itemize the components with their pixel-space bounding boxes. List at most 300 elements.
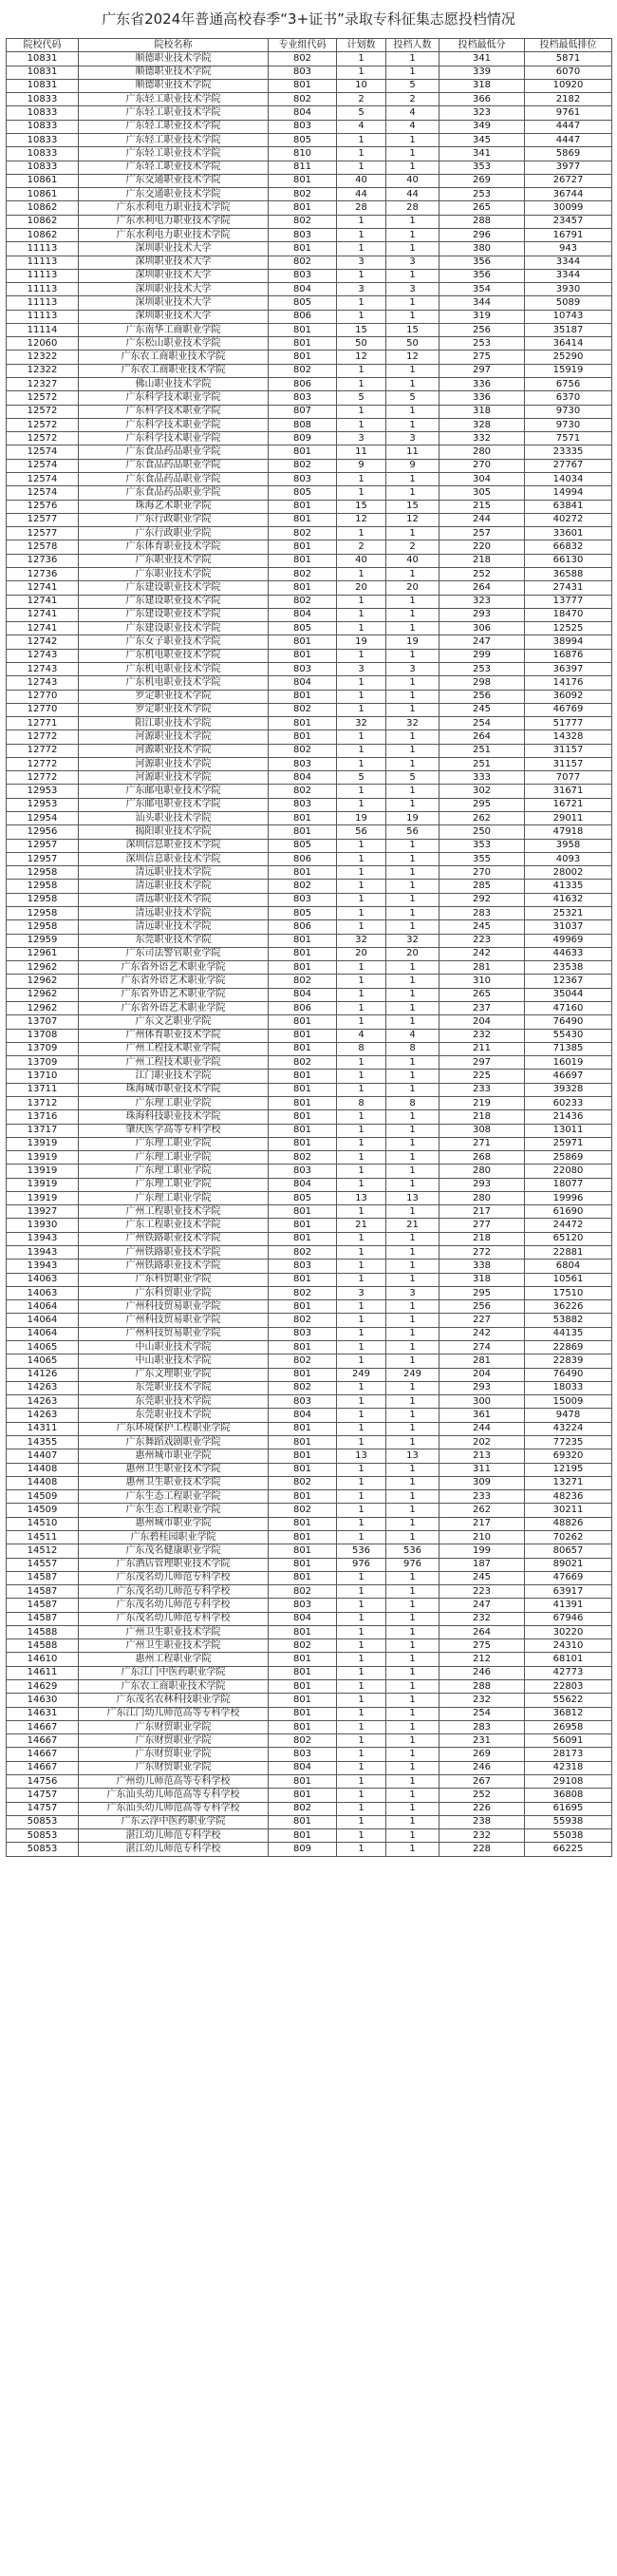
cell-school-name: 罗定职业技术学院 — [79, 690, 269, 703]
cell-min-rank: 7571 — [525, 432, 612, 445]
cell-school-name: 广东酒店管理职业技术学院 — [79, 1558, 269, 1571]
cell-school-code: 10862 — [7, 228, 79, 241]
cell-plan-count: 13 — [337, 1191, 386, 1204]
table-row — [7, 1205, 612, 1219]
table-row — [7, 1599, 612, 1612]
cell-min-score: 332 — [439, 432, 525, 445]
cell-school-name: 湛江幼儿师范专科学校 — [79, 1829, 269, 1843]
cell-min-rank: 89021 — [525, 1558, 612, 1571]
cell-admit-count: 1 — [386, 1354, 439, 1368]
cell-school-name: 湛江幼儿师范专科学校 — [79, 1843, 269, 1856]
cell-min-score: 232 — [439, 1694, 525, 1707]
table-row — [7, 201, 612, 215]
cell-admit-count: 1 — [386, 1666, 439, 1679]
cell-min-score: 218 — [439, 1232, 525, 1245]
cell-group-code: 801 — [269, 554, 337, 567]
cell-admit-count: 1 — [386, 1151, 439, 1165]
cell-school-code: 13919 — [7, 1151, 79, 1165]
table-row — [7, 1314, 612, 1327]
cell-group-code: 805 — [269, 907, 337, 920]
table-row — [7, 1612, 612, 1625]
cell-min-rank: 23457 — [525, 215, 612, 228]
cell-min-score: 212 — [439, 1653, 525, 1666]
cell-school-code: 14063 — [7, 1273, 79, 1286]
cell-admit-count: 1 — [386, 1137, 439, 1150]
cell-min-score: 274 — [439, 1341, 525, 1354]
cell-school-code: 12961 — [7, 947, 79, 960]
cell-min-score: 310 — [439, 975, 525, 988]
cell-school-name: 广东建设职业技术学院 — [79, 608, 269, 621]
cell-min-score: 288 — [439, 215, 525, 228]
cell-min-score: 353 — [439, 161, 525, 174]
cell-min-score: 217 — [439, 1517, 525, 1530]
cell-school-code: 12956 — [7, 825, 79, 839]
table-row — [7, 52, 612, 66]
cell-admit-count: 1 — [386, 405, 439, 418]
cell-plan-count: 1 — [337, 1843, 386, 1856]
cell-admit-count: 1 — [386, 228, 439, 241]
cell-min-rank: 12525 — [525, 622, 612, 635]
table-row — [7, 1083, 612, 1096]
cell-min-score: 204 — [439, 1368, 525, 1381]
cell-plan-count: 1 — [337, 907, 386, 920]
cell-plan-count: 1 — [337, 1124, 386, 1137]
cell-min-rank: 63841 — [525, 500, 612, 513]
cell-group-code: 801 — [269, 500, 337, 513]
cell-school-name: 广东科学技术职业学院 — [79, 418, 269, 431]
cell-school-name: 广东茂名农林科技职业学院 — [79, 1694, 269, 1707]
cell-school-name: 广东财贸职业学院 — [79, 1720, 269, 1733]
cell-group-code: 806 — [269, 920, 337, 934]
cell-min-rank: 31037 — [525, 920, 612, 934]
cell-admit-count: 1 — [386, 1761, 439, 1774]
cell-school-code: 14509 — [7, 1504, 79, 1517]
cell-admit-count: 1 — [386, 242, 439, 256]
cell-school-name: 珠海城市职业技术学院 — [79, 1083, 269, 1096]
cell-school-name: 广东农工商职业技术学院 — [79, 1680, 269, 1694]
table-row — [7, 66, 612, 79]
table-row — [7, 378, 612, 391]
table-row — [7, 1368, 612, 1381]
cell-min-rank: 39328 — [525, 1083, 612, 1096]
cell-school-code: 12957 — [7, 852, 79, 865]
cell-group-code: 803 — [269, 1260, 337, 1273]
cell-plan-count: 1 — [337, 744, 386, 757]
cell-school-name: 广东财贸职业学院 — [79, 1734, 269, 1748]
table-row — [7, 364, 612, 377]
cell-admit-count: 1 — [386, 1178, 439, 1191]
cell-plan-count: 8 — [337, 1096, 386, 1109]
cell-admit-count: 1 — [386, 66, 439, 79]
cell-school-name: 广东茂名幼儿师范专科学校 — [79, 1599, 269, 1612]
cell-min-rank: 23335 — [525, 445, 612, 459]
cell-school-name: 中山职业技术学院 — [79, 1341, 269, 1354]
cell-plan-count: 1 — [337, 1165, 386, 1178]
cell-admit-count: 1 — [386, 1110, 439, 1124]
cell-min-score: 210 — [439, 1530, 525, 1544]
cell-min-score: 245 — [439, 703, 525, 716]
table-row — [7, 649, 612, 662]
cell-plan-count: 1 — [337, 1395, 386, 1409]
cell-plan-count: 8 — [337, 1042, 386, 1055]
cell-school-name: 广州卫生职业技术学院 — [79, 1639, 269, 1653]
cell-admit-count: 4 — [386, 1029, 439, 1042]
table-row — [7, 1802, 612, 1815]
cell-group-code: 803 — [269, 757, 337, 770]
cell-school-code: 12572 — [7, 405, 79, 418]
header-min-rank: 投档最低排位 — [525, 39, 612, 52]
cell-admit-count: 1 — [386, 1748, 439, 1761]
cell-admit-count: 11 — [386, 445, 439, 459]
cell-school-code: 12953 — [7, 785, 79, 798]
cell-school-code: 14065 — [7, 1354, 79, 1368]
cell-school-name: 广东司法警官职业学院 — [79, 947, 269, 960]
cell-group-code: 803 — [269, 893, 337, 906]
cell-school-code: 14511 — [7, 1530, 79, 1544]
cell-admit-count: 1 — [386, 296, 439, 310]
cell-min-rank: 16876 — [525, 649, 612, 662]
header-school-name: 院校名称 — [79, 39, 269, 52]
cell-admit-count: 1 — [386, 1775, 439, 1789]
cell-plan-count: 40 — [337, 554, 386, 567]
cell-admit-count: 1 — [386, 1639, 439, 1653]
cell-school-name: 广东生态工程职业学院 — [79, 1504, 269, 1517]
cell-group-code: 802 — [269, 1354, 337, 1368]
table-row — [7, 1815, 612, 1828]
table-row — [7, 1625, 612, 1638]
cell-group-code: 801 — [269, 1015, 337, 1029]
cell-group-code: 801 — [269, 1789, 337, 1802]
cell-group-code: 802 — [269, 595, 337, 608]
cell-school-name: 广东省外语艺术职业学院 — [79, 961, 269, 975]
cell-group-code: 802 — [269, 1639, 337, 1653]
cell-school-code: 12770 — [7, 690, 79, 703]
cell-group-code: 804 — [269, 771, 337, 785]
cell-plan-count: 1 — [337, 1802, 386, 1815]
cell-admit-count: 1 — [386, 147, 439, 161]
cell-min-score: 339 — [439, 66, 525, 79]
cell-school-code: 14355 — [7, 1435, 79, 1449]
cell-group-code: 801 — [269, 242, 337, 256]
cell-group-code: 801 — [269, 825, 337, 839]
cell-min-rank: 56091 — [525, 1734, 612, 1748]
cell-min-score: 349 — [439, 120, 525, 133]
cell-school-code: 12327 — [7, 378, 79, 391]
cell-school-name: 佛山职业技术学院 — [79, 378, 269, 391]
cell-school-code: 12743 — [7, 662, 79, 675]
table-row — [7, 1422, 612, 1435]
cell-school-code: 11113 — [7, 296, 79, 310]
cell-plan-count: 9 — [337, 459, 386, 472]
cell-school-code: 14587 — [7, 1571, 79, 1584]
cell-min-score: 319 — [439, 310, 525, 323]
cell-min-score: 297 — [439, 1056, 525, 1070]
cell-admit-count: 1 — [386, 690, 439, 703]
table-row — [7, 1260, 612, 1273]
cell-school-name: 广东科学技术职业学院 — [79, 405, 269, 418]
cell-min-rank: 33601 — [525, 527, 612, 540]
table-row — [7, 93, 612, 106]
cell-plan-count: 1 — [337, 1694, 386, 1707]
cell-admit-count: 1 — [386, 1165, 439, 1178]
cell-school-name: 广东建设职业技术学院 — [79, 595, 269, 608]
cell-admit-count: 40 — [386, 554, 439, 567]
cell-admit-count: 249 — [386, 1368, 439, 1381]
cell-admit-count: 1 — [386, 1599, 439, 1612]
cell-min-score: 232 — [439, 1829, 525, 1843]
table-row — [7, 771, 612, 785]
cell-group-code: 801 — [269, 1694, 337, 1707]
table-row — [7, 852, 612, 865]
cell-plan-count: 50 — [337, 337, 386, 350]
cell-school-code: 12322 — [7, 350, 79, 364]
cell-min-score: 244 — [439, 1422, 525, 1435]
cell-school-name: 广东理工职业学院 — [79, 1151, 269, 1165]
cell-min-rank: 25869 — [525, 1151, 612, 1165]
cell-plan-count: 1 — [337, 961, 386, 975]
cell-admit-count: 1 — [386, 1829, 439, 1843]
cell-min-rank: 16019 — [525, 1056, 612, 1070]
cell-school-code: 12322 — [7, 364, 79, 377]
cell-min-rank: 3344 — [525, 256, 612, 269]
cell-admit-count: 1 — [386, 1381, 439, 1394]
table-row — [7, 1232, 612, 1245]
cell-group-code: 804 — [269, 988, 337, 1001]
table-row — [7, 676, 612, 690]
cell-group-code: 802 — [269, 703, 337, 716]
cell-min-score: 246 — [439, 1666, 525, 1679]
cell-plan-count: 1 — [337, 1720, 386, 1733]
cell-plan-count: 4 — [337, 1029, 386, 1042]
cell-min-score: 265 — [439, 988, 525, 1001]
cell-admit-count: 2 — [386, 540, 439, 554]
cell-group-code: 801 — [269, 1530, 337, 1544]
cell-group-code: 801 — [269, 1070, 337, 1083]
cell-admit-count: 3 — [386, 256, 439, 269]
cell-min-score: 247 — [439, 635, 525, 649]
cell-group-code: 803 — [269, 798, 337, 811]
table-row — [7, 1775, 612, 1789]
cell-plan-count: 32 — [337, 934, 386, 947]
cell-group-code: 804 — [269, 676, 337, 690]
cell-min-rank: 30220 — [525, 1625, 612, 1638]
table-row — [7, 459, 612, 472]
cell-min-rank: 40272 — [525, 513, 612, 526]
cell-plan-count: 1 — [337, 310, 386, 323]
cell-min-score: 223 — [439, 934, 525, 947]
cell-school-name: 广东轻工职业技术学院 — [79, 120, 269, 133]
cell-school-code: 14512 — [7, 1544, 79, 1558]
cell-school-code: 11113 — [7, 310, 79, 323]
cell-school-name: 广东职业技术学院 — [79, 554, 269, 567]
cell-school-code: 14408 — [7, 1476, 79, 1489]
cell-min-rank: 36226 — [525, 1300, 612, 1314]
cell-min-score: 288 — [439, 1680, 525, 1694]
cell-min-score: 245 — [439, 1571, 525, 1584]
cell-plan-count: 1 — [337, 1151, 386, 1165]
cell-group-code: 807 — [269, 405, 337, 418]
cell-plan-count: 1 — [337, 1300, 386, 1314]
cell-min-rank: 7077 — [525, 771, 612, 785]
cell-plan-count: 1 — [337, 1435, 386, 1449]
cell-min-rank: 47918 — [525, 825, 612, 839]
cell-min-rank: 44135 — [525, 1327, 612, 1340]
table-row — [7, 228, 612, 241]
cell-min-score: 309 — [439, 1476, 525, 1489]
cell-school-code: 12577 — [7, 513, 79, 526]
cell-plan-count: 249 — [337, 1368, 386, 1381]
cell-plan-count: 1 — [337, 730, 386, 744]
cell-school-code: 12574 — [7, 486, 79, 500]
cell-min-score: 253 — [439, 188, 525, 201]
cell-school-code: 14629 — [7, 1680, 79, 1694]
table-row — [7, 1096, 612, 1109]
cell-school-name: 顺德职业技术学院 — [79, 79, 269, 92]
cell-min-rank: 28002 — [525, 866, 612, 880]
table-row — [7, 1409, 612, 1422]
cell-min-score: 270 — [439, 866, 525, 880]
cell-school-name: 深圳信息职业技术学院 — [79, 852, 269, 865]
cell-plan-count: 5 — [337, 391, 386, 405]
cell-min-score: 271 — [439, 1137, 525, 1150]
cell-admit-count: 4 — [386, 106, 439, 120]
cell-min-score: 246 — [439, 1761, 525, 1774]
table-row — [7, 975, 612, 988]
cell-school-code: 10862 — [7, 215, 79, 228]
cell-school-code: 12736 — [7, 554, 79, 567]
cell-school-name: 广州科技贸易职业学院 — [79, 1327, 269, 1340]
cell-school-code: 14064 — [7, 1314, 79, 1327]
cell-plan-count: 1 — [337, 866, 386, 880]
cell-group-code: 803 — [269, 662, 337, 675]
cell-group-code: 801 — [269, 1829, 337, 1843]
cell-school-name: 广东省外语艺术职业学院 — [79, 988, 269, 1001]
cell-plan-count: 1 — [337, 1815, 386, 1828]
cell-admit-count: 1 — [386, 608, 439, 621]
cell-admit-count: 4 — [386, 120, 439, 133]
cell-min-rank: 12367 — [525, 975, 612, 988]
cell-min-score: 285 — [439, 880, 525, 893]
cell-min-rank: 36808 — [525, 1789, 612, 1802]
cell-min-score: 252 — [439, 1789, 525, 1802]
cell-min-score: 283 — [439, 907, 525, 920]
cell-school-name: 广州工程技术职业学院 — [79, 1056, 269, 1070]
cell-admit-count: 1 — [386, 1260, 439, 1273]
table-row — [7, 1571, 612, 1584]
cell-plan-count: 20 — [337, 581, 386, 595]
cell-group-code: 801 — [269, 174, 337, 187]
cell-min-score: 244 — [439, 513, 525, 526]
cell-school-name: 广东科学技术职业学院 — [79, 432, 269, 445]
cell-plan-count: 1 — [337, 757, 386, 770]
cell-plan-count: 32 — [337, 717, 386, 730]
cell-school-code: 12771 — [7, 717, 79, 730]
cell-admit-count: 1 — [386, 378, 439, 391]
cell-group-code: 801 — [269, 1341, 337, 1354]
cell-school-code: 10833 — [7, 120, 79, 133]
cell-plan-count: 1 — [337, 1734, 386, 1748]
cell-admit-count: 1 — [386, 1001, 439, 1014]
table-row — [7, 703, 612, 716]
cell-group-code: 801 — [269, 1110, 337, 1124]
cell-min-rank: 17510 — [525, 1286, 612, 1299]
table-row — [7, 296, 612, 310]
table-row — [7, 1734, 612, 1748]
cell-min-rank: 18470 — [525, 608, 612, 621]
cell-min-score: 356 — [439, 269, 525, 282]
table-row — [7, 1042, 612, 1055]
cell-min-score: 228 — [439, 1843, 525, 1856]
cell-plan-count: 3 — [337, 283, 386, 296]
cell-min-score: 226 — [439, 1802, 525, 1815]
cell-school-name: 广东建设职业技术学院 — [79, 581, 269, 595]
cell-min-score: 318 — [439, 79, 525, 92]
cell-plan-count: 5 — [337, 771, 386, 785]
cell-plan-count: 5 — [337, 106, 386, 120]
cell-admit-count: 1 — [386, 975, 439, 988]
cell-group-code: 801 — [269, 1300, 337, 1314]
header-group-code: 专业组代码 — [269, 39, 337, 52]
table-row — [7, 256, 612, 269]
cell-admit-count: 3 — [386, 432, 439, 445]
cell-plan-count: 1 — [337, 1354, 386, 1368]
cell-school-code: 50853 — [7, 1829, 79, 1843]
cell-min-rank: 36588 — [525, 567, 612, 580]
cell-admit-count: 1 — [386, 649, 439, 662]
cell-school-code: 12574 — [7, 445, 79, 459]
table-row — [7, 730, 612, 744]
cell-school-name: 广东机电职业技术学院 — [79, 662, 269, 675]
cell-min-rank: 28173 — [525, 1748, 612, 1761]
cell-plan-count: 1 — [337, 364, 386, 377]
cell-plan-count: 1 — [337, 1653, 386, 1666]
cell-plan-count: 976 — [337, 1558, 386, 1571]
cell-school-code: 12577 — [7, 527, 79, 540]
table-row — [7, 866, 612, 880]
cell-min-score: 345 — [439, 133, 525, 146]
cell-plan-count: 3 — [337, 1286, 386, 1299]
cell-admit-count: 976 — [386, 1558, 439, 1571]
cell-admit-count: 3 — [386, 283, 439, 296]
table-row — [7, 1029, 612, 1042]
cell-school-name: 广东轻工职业技术学院 — [79, 93, 269, 106]
cell-school-name: 广东汕头幼儿师范高等专科学校 — [79, 1789, 269, 1802]
cell-school-name: 广东轻工职业技术学院 — [79, 133, 269, 146]
cell-min-score: 300 — [439, 1395, 525, 1409]
cell-min-score: 283 — [439, 1720, 525, 1733]
cell-school-name: 广东农工商职业技术学院 — [79, 364, 269, 377]
cell-min-rank: 22839 — [525, 1354, 612, 1368]
cell-school-code: 14557 — [7, 1558, 79, 1571]
cell-school-code: 10833 — [7, 106, 79, 120]
cell-school-code: 14587 — [7, 1585, 79, 1599]
cell-school-name: 顺德职业技术学院 — [79, 52, 269, 66]
cell-school-name: 东莞职业技术学院 — [79, 1381, 269, 1394]
cell-school-code: 10831 — [7, 79, 79, 92]
table-row — [7, 961, 612, 975]
cell-admit-count: 3 — [386, 1286, 439, 1299]
cell-min-score: 227 — [439, 1314, 525, 1327]
cell-plan-count: 3 — [337, 432, 386, 445]
cell-school-name: 广东省外语艺术职业学院 — [79, 975, 269, 988]
table-row — [7, 1015, 612, 1029]
cell-school-name: 广东食品药品职业学院 — [79, 486, 269, 500]
cell-plan-count: 1 — [337, 378, 386, 391]
cell-plan-count: 1 — [337, 1517, 386, 1530]
cell-school-name: 广东交通职业技术学院 — [79, 174, 269, 187]
cell-min-score: 231 — [439, 1734, 525, 1748]
cell-group-code: 801 — [269, 947, 337, 960]
